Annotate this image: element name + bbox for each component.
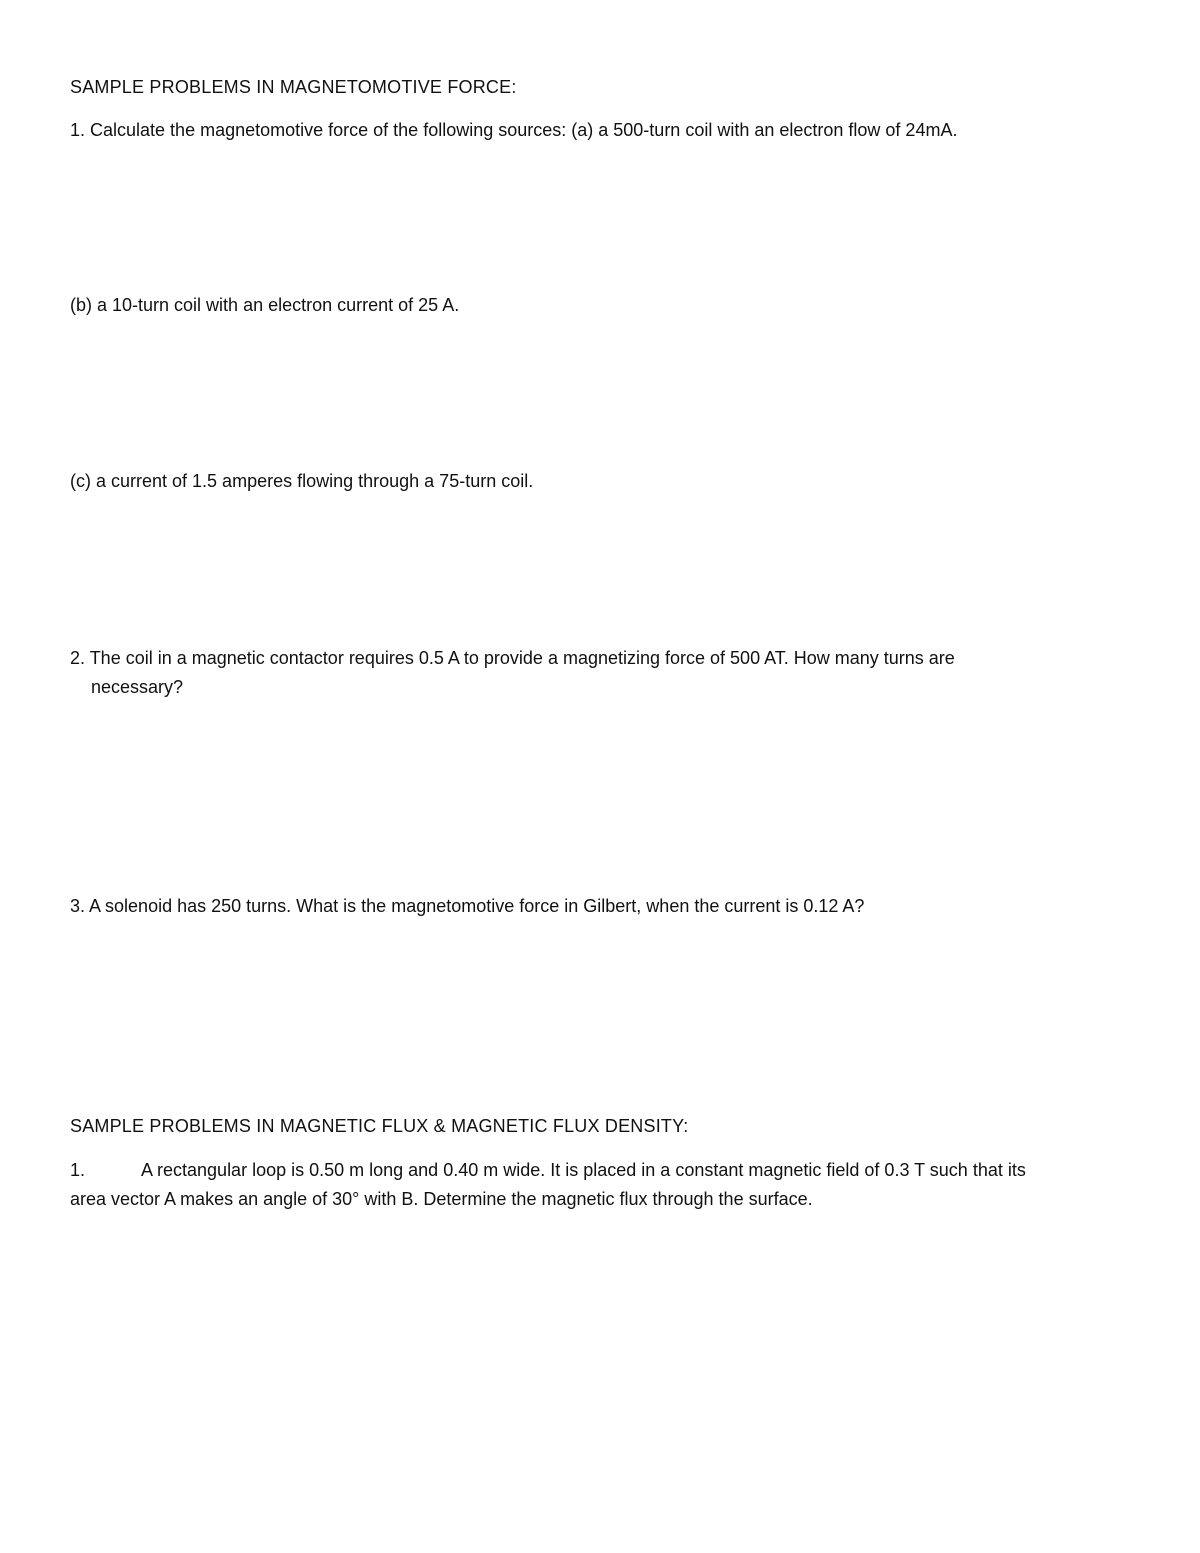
flux-problem-1-line-1 <box>70 1156 1026 1184</box>
problem-1-part-c-text: (c) a current of 1.5 amperes flowing through a 75-turn coil. <box>70 471 534 491</box>
problem-2-text-line-2: necessary? <box>91 677 184 697</box>
section-heading-magnetic-flux: SAMPLE PROBLEMS IN MAGNETIC FLUX & MAGNETIC FLUX DENSITY: <box>70 1116 689 1136</box>
problem-2-text-line-1: 2. The coil in a magnetic contactor requires 0.5 A to provide a magnetizing force of 500 AT. How many turns are <box>70 648 955 668</box>
flux-problem-1-number: 1. <box>70 1160 86 1180</box>
problem-1-text: 1. Calculate the magnetomotive force of the following sources: (a) a 500-turn coil with an electron flow of 24mA. <box>70 120 958 140</box>
problem-3-text: 3. A solenoid has 250 turns. What is the magnetomotive force in Gilbert, when the current is 0.12 A? <box>70 896 865 916</box>
flux-problem-1-text-line-2: area vector A makes an angle of 30° with B. Determine the magnetic flux through the surface. <box>70 1189 813 1209</box>
problem-1-part-b-text: (b) a 10-turn coil with an electron current of 25 A. <box>70 295 460 315</box>
section-heading-magnetomotive-force: SAMPLE PROBLEMS IN MAGNETOMOTIVE FORCE: <box>70 77 517 97</box>
flux-problem-1-text-line-1: A rectangular loop is 0.50 m long and 0.40 m wide. It is placed in a constant magnetic field of 0.3 T such that its <box>141 1160 1026 1180</box>
